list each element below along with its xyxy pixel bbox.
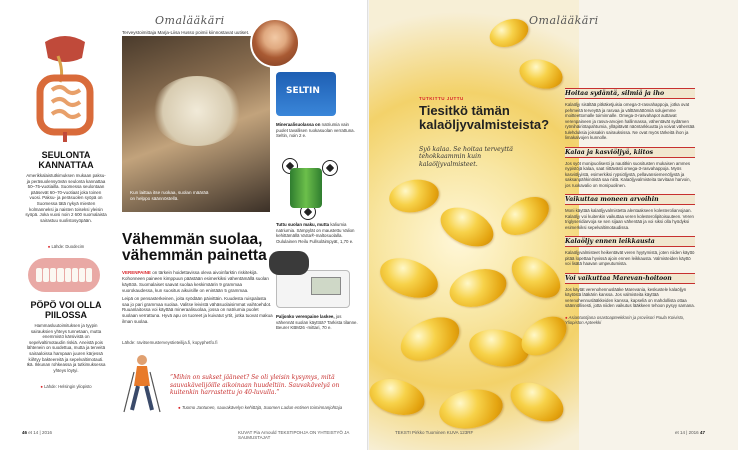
oil-capsule bbox=[516, 55, 566, 93]
product3-caption bbox=[276, 314, 358, 331]
sidebar2-source-text: Lähde: Helsingin yliopisto bbox=[44, 384, 92, 389]
pull-quote: ”Mihin on sukset jääneet? Se oli yleisin kysymys, mitä sauvakävelijöille aikoinaan huudeltiin. Sauvakävelyä on kuitenkin harrastettu jo 40-luvulla.” bbox=[170, 374, 340, 397]
oil-capsule bbox=[394, 309, 466, 370]
article-columns bbox=[565, 88, 695, 325]
page-number: 46 bbox=[22, 430, 28, 435]
oil-capsule bbox=[436, 385, 506, 434]
sidebar1-source bbox=[25, 244, 107, 249]
nordic-walker-illustration bbox=[120, 352, 164, 416]
section-body: Kalaöljy sisältää pitkäketjuisia omega-3-rasvahappoja, jotka ovat pehmeitä terveyttä ja rasvaa ja välttämättömiä solujemme moitteettomalle toiminnalle. Omega-3-rasvahapot auttavat verenpaineen ja rasva-arvojen hallinnassa, vähentävät sydämen rytmihäiriötapahtumia, ylläpitävät näöntarkkuutta ja voivat vähentää tulehduksia joissakin sairauksissa. Ne ovat myös tärkeitä ihon ja limakalvojen kunnolle. bbox=[565, 102, 695, 140]
photo-caption: Kun laittaa itse ruokaa, suolan määrää on helppo säännöstellä. bbox=[130, 190, 209, 201]
main-body bbox=[122, 270, 274, 327]
section-4 bbox=[565, 236, 695, 267]
main-source: Lähde: ravitsemusterveystieteilija.fi, kopyphetfo.fi bbox=[122, 340, 218, 345]
article-source-text: Asiantuntijana osastoapteekkarin ja proviisori Paula Koivisto, Yliopiston Apteekki bbox=[565, 314, 685, 325]
bullet-icon: ● bbox=[565, 314, 569, 320]
intestine-illustration bbox=[30, 32, 100, 144]
oil-capsule bbox=[445, 263, 510, 313]
page-number: 47 bbox=[699, 430, 705, 435]
product3-caption-text: jos vähennät suolan käyttöä? Tarkista tilanne. Beurer KBM26 -mittari, 70 e. bbox=[276, 314, 358, 331]
product2-caption-bold: Tuttu suolan maku, mutta bbox=[276, 222, 330, 227]
section-heading: Voi vaikuttaa Marevan-hoitoon bbox=[565, 273, 695, 284]
bullet-icon: ● bbox=[178, 405, 182, 410]
right-footer-credit: TEKSTI Pirkko Tuominen KUVA 123RF bbox=[395, 430, 474, 435]
bullet-icon: ● bbox=[47, 244, 52, 249]
magazine-issue: et 14 | 2016 bbox=[675, 430, 699, 435]
section-3 bbox=[565, 194, 695, 230]
sidebar1-source-text: Lähde: Duodecim bbox=[51, 244, 85, 249]
bread-package bbox=[290, 168, 322, 208]
blood-pressure-monitor bbox=[276, 270, 350, 308]
section-2 bbox=[565, 147, 695, 189]
bullet-icon: ● bbox=[40, 384, 45, 389]
oil-capsule bbox=[494, 189, 555, 243]
oil-capsule bbox=[375, 251, 444, 305]
right-footer-page bbox=[675, 430, 705, 435]
top-caption: Terveystoimittaja Marja-Liisa Husso poimii kiinnostavat uutiset. bbox=[122, 30, 250, 35]
oil-capsule bbox=[387, 176, 442, 216]
section-5 bbox=[565, 273, 695, 309]
section-body: Moni käyttää kalaöljyvalmistetta alentaakseen kolesteroliarvojaan. Kalaöljy voi kuitenkin vaikuttaa veren kolesterolipitoisuuteen. Veren triglyseridiarvoja se sen sijaan vähentää ja voi siksi olla hyödyksi esimerkiksi sepelvaltimotaudissa. bbox=[565, 208, 694, 230]
left-footer-credit: KUVAT Pia Arnould TEKSTIPOHJA ON YHTEISTYÖ JA SAUMUSTAJAT bbox=[238, 430, 350, 440]
main-lead: VERENPAINE bbox=[122, 270, 151, 275]
cooking-photo bbox=[122, 36, 270, 212]
sidebar2-title: PÖPÖ VOI OLLA PIILOSSA bbox=[30, 300, 102, 320]
bp-cuff bbox=[269, 251, 309, 275]
author-portrait bbox=[250, 18, 300, 68]
section-body: Jos käytät verenohennuslääke Marevania, keskustele kalaöljyn käytöstä lääkärin kanssa. Jos valmisteita käyttää verenohennuslääkkeiden kanssa, kapseliä on mahdollista ottaa säännöllisesti, jotta niiden vaikutus lääkkeen tehoon pysyy samana. bbox=[565, 286, 695, 308]
oil-capsule bbox=[504, 375, 569, 429]
quote-attribution-text: Tuomo Jantunen, sauvakävelyn kehittäjä, Suomen Ladun entinen toiminnanjohtaja bbox=[181, 405, 343, 410]
product1-caption bbox=[276, 122, 358, 139]
sidebar2-source bbox=[25, 384, 107, 389]
oil-capsules-photo bbox=[369, 0, 579, 450]
section-head: Omalääkäri bbox=[529, 14, 599, 27]
article-tag: TUTKITTU JUTTU bbox=[419, 96, 464, 101]
bp-screen bbox=[311, 277, 341, 295]
sidebar2-body: Hammasluutoimituksen ja tyypin sairauksien yhteys tunnetaan, mutta enemmistö kärsivistä on sepelvaltimotaudin riskiä. Aneistä pois lähtenein on suodettua, mutta ja terveitä sairaaloissa hampaan juuren kärjessä kiihtyy bakteereitä ja sepelvaltimotauti. Ikä. Ikkunan rohkeassa ja tutkimuksessa yhteys löytyi. bbox=[26, 323, 106, 373]
football-bread bbox=[322, 160, 338, 176]
section-heading: Kalaöljy ennen leikkausta bbox=[565, 236, 695, 247]
product3-caption-bold: Paljonko verenpaine laskee, bbox=[276, 314, 335, 319]
section-body: Kalaöljyvalmisteet heikentävät veren hyytymistä, joten niiden käyttö pitää lopettaa hyvissä ajoin ennen leikkausta. Valmisteiden käyttö voi lisätä haavan umpeutumista. bbox=[565, 250, 695, 266]
product1-caption-text: natriumia vain puolet tavallisen ruokasuolan verrattuna. Seltin, noin 2 e. bbox=[276, 122, 355, 139]
section-heading: Vaikuttaa moneen arvoihin bbox=[565, 194, 695, 205]
sidebar1-body: Amerikkalaistutkimuksen mukaan paksu- ja peräsuolensyövän seulonta kannattaa 50–75-vuotiailla. Suomessa seulontaan pääsevät 60–70-vuotiaat joka toinen vuosi. Paksu- ja peräsuolen syöpä on Suomessa tätä nykyä miesten kolmanneksi ja naisten toiseksi yleisin syöpä. Joka vuosi noin 2 600 suomalaista sairastuu suolistosyöpään. bbox=[25, 173, 107, 223]
left-footer-page bbox=[22, 430, 52, 435]
right-page bbox=[369, 0, 738, 450]
article-source bbox=[565, 315, 695, 325]
main-title: Vähemmän suolaa, vähemmän painetta bbox=[122, 231, 267, 264]
salt-brand: SELTIN bbox=[286, 86, 320, 96]
product2-caption bbox=[276, 222, 358, 244]
teeth-illustration bbox=[28, 258, 100, 292]
section-1 bbox=[565, 88, 695, 141]
section-heading: Kalaa ja kasviöljyä, kiitos bbox=[565, 147, 695, 158]
main-body-p2: Leipä on pensasterkeinen, joita syödään päivittäin. Kuudesta ruispalasta saa jo pari grammaa suolaa. Valitse leivistä vähäsuolaisimmat vaihtoehdot. Ruuanlaitossa voi käyttää mineraalisuolaa, jossa on natriumia puolet suolaan verrattuna. Hyvä apu on tuoreet ja kuivatut yrtit, jotka tuovat makua ilman suolaa. bbox=[122, 295, 273, 325]
salt-bowl bbox=[152, 76, 242, 146]
oil-capsule bbox=[504, 248, 568, 307]
main-body-p1: on tärkein hoidettavissa oleva aivoinfarktin riskitekijä. Kohonneen paineen kimppuun päästään esimerkiksi vähentämällä suolan käyttöä. Suomalaiset saavat suolaa keskimäärin 9 grammaa vuorokaudessa, kun suositus aikuisille on enintään 5 grammaa. bbox=[122, 270, 269, 293]
oil-capsule bbox=[366, 373, 429, 420]
section-head: Omalääkäri bbox=[155, 14, 225, 27]
section-body: Jos syöt monipuolisesti ja nautitkin suositusten mukaisen ammes nypistöjä kalaa, saat riittävästi omega-3-rasvahappoja. Myös kasviöljyistä, esimerkiksi rypsiöljystä, pellavansiemenöljystä ja saksanpähkinöistä saa niitä. Kalaöljyvalmisteita tarvitaan harvoin, jos ruokavalio on monipuolinen. bbox=[565, 160, 691, 188]
magazine-issue: et 14 | 2016 bbox=[28, 430, 52, 435]
oil-capsule bbox=[434, 200, 499, 254]
sidebar1-title: SEULONTA KANNATTAA bbox=[38, 150, 94, 170]
product2-caption-text: kaliumia natriumia. Sämpylät on maustettu Valion kehittämällä VaSa®-maltosuolalla. Oululainen Reilu Fullsoläimpyät, 1,70 e. bbox=[276, 222, 355, 244]
product1-caption-bold: Mineraalisuolassa on bbox=[276, 122, 321, 127]
section-heading: Hoitaa sydäntä, silmiä ja iho bbox=[565, 88, 695, 99]
quote-attribution bbox=[178, 405, 348, 411]
article-title: Tiesitkö tämän kalaöljyvalmisteista? bbox=[419, 103, 550, 132]
oil-capsule bbox=[486, 14, 532, 52]
article-subtitle: Syö kalaa. Se hoitaa terveyttä tehokkaammin kuin kalaöljyvalmisteet. bbox=[419, 146, 513, 168]
salt-package bbox=[276, 72, 336, 116]
